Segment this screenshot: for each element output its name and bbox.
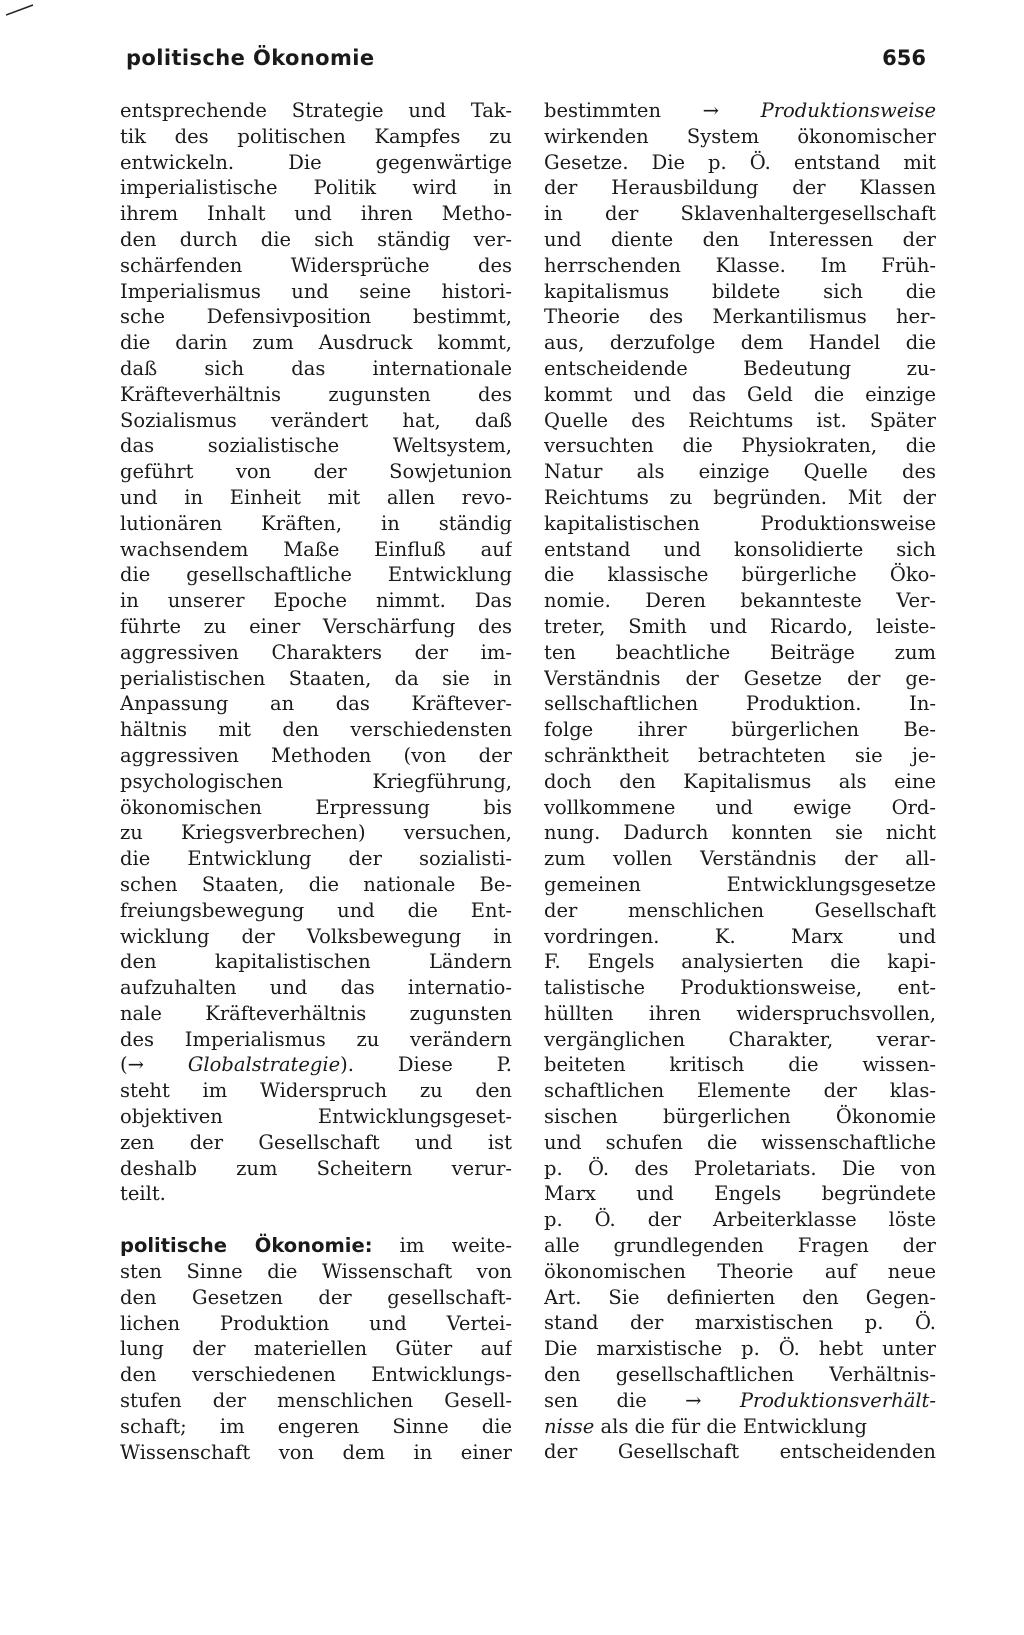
text-line: lung der materiellen Güter auf <box>120 1337 512 1361</box>
text-line: talistische Produktionsweise, ent- <box>544 976 936 1000</box>
text-line: p. Ö. des Proletariats. Die von <box>544 1156 936 1180</box>
text-line: wicklung der Volksbewegung in <box>120 924 512 948</box>
text-line: hältnis mit den verschiedensten <box>120 718 512 742</box>
text-line: in unserer Epoche nimmt. Das <box>120 589 512 613</box>
text-line: die klassische bürgerliche Öko- <box>544 563 936 587</box>
text-line: führte zu einer Verschärfung des <box>120 614 512 638</box>
text-line: perialistischen Staaten, da sie in <box>120 666 512 690</box>
text-line: den kapitalistischen Ländern <box>120 950 512 974</box>
text-line: Anpassung an das Kräftever- <box>120 692 512 716</box>
text-line: entstand und konsolidierte sich <box>544 537 936 561</box>
text-line: stufen der menschlichen Gesell- <box>120 1389 512 1413</box>
left-column <box>120 98 512 1465</box>
text-line: die gesellschaftliche Entwicklung <box>120 563 512 587</box>
text-line: aggressiven Methoden (von der <box>120 743 512 767</box>
text-line: aggressiven Charakters der im- <box>120 640 512 664</box>
text-line: Gesetze. Die p. Ö. entstand mit <box>544 150 936 174</box>
text-line: schränktheit betrachteten sie je- <box>544 743 936 767</box>
text-line: Theorie des Merkantilismus her- <box>544 305 936 329</box>
text-line: ökonomischen Theorie auf neue <box>544 1259 936 1283</box>
text-line-xref: (→ Globalstrategie). Diese P. <box>120 1053 512 1077</box>
text-line: sten Sinne die Wissenschaft von <box>120 1260 512 1284</box>
text-line: sche Defensivposition bestimmt, <box>120 305 512 329</box>
xref-produktionsweise[interactable]: Produktionsweise <box>760 99 936 122</box>
text-line: entwickeln. Die gegenwärtige <box>120 150 512 174</box>
text-line: schärfenden Widersprüche des <box>120 253 512 277</box>
text-line: kapitalismus bildete sich die <box>544 279 936 303</box>
text-line: lichen Produktion und Vertei- <box>120 1311 512 1335</box>
text-line: und in Einheit mit allen revo- <box>120 485 512 509</box>
text-line: das sozialistische Weltsystem, <box>120 434 512 458</box>
text-line-xref-b: nisse als die für die Entwicklung <box>544 1414 867 1438</box>
text-line: herrschenden Klasse. Im Früh- <box>544 253 936 277</box>
text-line: aufzuhalten und das internatio- <box>120 976 512 1000</box>
text-line: den Gesetzen der gesellschaft- <box>120 1285 512 1309</box>
text-line: F. Engels analysierten die kapi- <box>544 950 936 974</box>
text-line: Verständnis der Gesetze der ge- <box>544 666 936 690</box>
text-line: der Herausbildung der Klassen <box>544 176 936 200</box>
paragraph-continuation-end <box>120 1078 512 1207</box>
page-number: 656 <box>882 46 926 70</box>
entry-first-line: politische Ökonomie: im weite- <box>120 1234 512 1258</box>
text-line: gemeinen Entwicklungsgesetze <box>544 872 936 896</box>
xref-produktionsverhaeltnisse-b[interactable]: nisse <box>544 1414 595 1438</box>
text-line: wachsendem Maße Einfluß auf <box>120 537 512 561</box>
text-line: alle grundlegenden Fragen der <box>544 1234 936 1258</box>
text-line: Imperialismus und seine histori- <box>120 279 512 303</box>
text-line: deshalb zum Scheitern verur- <box>120 1156 512 1180</box>
text-line-first: bestimmten → Produktionsweise <box>544 99 936 122</box>
text-line: beiteten kritisch die wissen- <box>544 1053 936 1077</box>
text-line: schaftlichen Elemente der klas- <box>544 1079 936 1103</box>
text-line: Marx und Engels begründete <box>544 1182 936 1206</box>
text-line: den gesellschaftlichen Verhältnis- <box>544 1363 936 1387</box>
text-line: doch den Kapitalismus als eine <box>544 769 936 793</box>
text-line: treter, Smith und Ricardo, leiste- <box>544 614 936 638</box>
text-line-xref-a: sen die → Produktionsverhält- <box>544 1388 936 1412</box>
text-line: nung. Dadurch konnten sie nicht <box>544 821 936 845</box>
text-line: aus, derzufolge dem Handel die <box>544 331 936 355</box>
entry-body-continued <box>544 124 936 1414</box>
text-line: zu Kriegsverbrechen) versuchen, <box>120 821 512 845</box>
text-line: imperialistische Politik wird in <box>120 176 512 200</box>
text-line: Sozialismus verändert hat, daß <box>120 408 512 432</box>
text-line: vordringen. K. Marx und <box>544 924 936 948</box>
text-line: objektiven Entwicklungsgeset- <box>120 1105 512 1129</box>
text-line: schaft; im engeren Sinne die <box>120 1414 512 1438</box>
text-line-last: der Gesellschaft entscheidenden <box>544 1440 936 1464</box>
text-line: nale Kräfteverhältnis zugunsten <box>120 1001 512 1025</box>
text-line: den durch die sich ständig ver- <box>120 227 512 251</box>
text-line: nomie. Deren bekannteste Ver- <box>544 589 936 613</box>
text-line: psychologischen Kriegführung, <box>120 769 512 793</box>
arrow-icon: → <box>685 1388 702 1412</box>
text-line: vollkommene und ewige Ord- <box>544 795 936 819</box>
text-line: des Imperialismus zu verändern <box>120 1027 512 1051</box>
text-line: vergänglichen Charakter, verar- <box>544 1027 936 1051</box>
text-line: die darin zum Ausdruck kommt, <box>120 331 512 355</box>
text-line: zen der Gesellschaft und ist <box>120 1130 512 1154</box>
right-column <box>544 98 936 1465</box>
text-line: stand der marxistischen p. Ö. <box>544 1311 936 1335</box>
corner-scan-mark <box>6 4 34 16</box>
text-line: den verschiedenen Entwicklungs- <box>120 1363 512 1387</box>
running-head: politische Ökonomie <box>126 46 375 70</box>
paragraph-continuation <box>120 98 512 1052</box>
text-line: sellschaftlichen Produktion. In- <box>544 692 936 716</box>
text-line: tik des politischen Kampfes zu <box>120 124 512 148</box>
text-line: kommt und das Geld die einzige <box>544 382 936 406</box>
text-line: entscheidende Bedeutung zu- <box>544 356 936 380</box>
text-line: Reichtums zu begründen. Mit der <box>544 485 936 509</box>
arrow-icon: → <box>127 1053 144 1077</box>
text-line: der menschlichen Gesellschaft <box>544 898 936 922</box>
text-line: hüllten ihren widerspruchsvollen, <box>544 1001 936 1025</box>
text-line: p. Ö. der Arbeiterklasse löste <box>544 1208 936 1232</box>
text-line: wirkenden System ökonomischer <box>544 124 936 148</box>
text-line: sischen bürgerlichen Ökonomie <box>544 1105 936 1129</box>
text-line: Wissenschaft von dem in einer <box>120 1440 512 1464</box>
text-line: entsprechende Strategie und Tak- <box>120 99 512 122</box>
text-line: Die marxistische p. Ö. hebt unter <box>544 1337 936 1361</box>
text-line: und schufen die wissenschaftliche <box>544 1130 936 1154</box>
xref-produktionsverhaeltnisse-a[interactable]: Produktionsverhält- <box>739 1388 936 1412</box>
text-line: die Entwicklung der sozialisti- <box>120 847 512 871</box>
text-line: steht im Widerspruch zu den <box>120 1079 512 1103</box>
page-header <box>126 46 926 80</box>
text-line: zum vollen Verständnis der all- <box>544 847 936 871</box>
text-line: teilt. <box>120 1182 166 1206</box>
text-line: versuchten die Physiokraten, die <box>544 434 936 458</box>
text-line: ten beachtliche Beiträge zum <box>544 640 936 664</box>
xref-globalstrategie[interactable]: Globalstrategie <box>187 1053 341 1077</box>
entry-body <box>120 1259 512 1465</box>
text-line: und diente den Interessen der <box>544 227 936 251</box>
entry-headword: politische Ökonomie: <box>120 1234 373 1258</box>
text-line: folge ihrer bürgerlichen Be- <box>544 718 936 742</box>
text-line: Quelle des Reichtums ist. Später <box>544 408 936 432</box>
text-line: Natur als einzige Quelle des <box>544 460 936 484</box>
text-line: ihrem Inhalt und ihren Metho- <box>120 202 512 226</box>
text-line: Kräfteverhältnis zugunsten des <box>120 382 512 406</box>
text-line: in der Sklavenhaltergesellschaft <box>544 202 936 226</box>
text-line: schen Staaten, die nationale Be- <box>120 872 512 896</box>
arrow-icon: → <box>702 99 719 122</box>
text-line: geführt von der Sowjetunion <box>120 460 512 484</box>
text-line: ökonomischen Erpressung bis <box>120 795 512 819</box>
text-line: lutionären Kräften, in ständig <box>120 511 512 535</box>
text-line: freiungsbewegung und die Ent- <box>120 898 512 922</box>
text-line: daß sich das internationale <box>120 356 512 380</box>
text-line: Art. Sie definierten den Gegen- <box>544 1285 936 1309</box>
text-line: kapitalistischen Produktionsweise <box>544 511 936 535</box>
